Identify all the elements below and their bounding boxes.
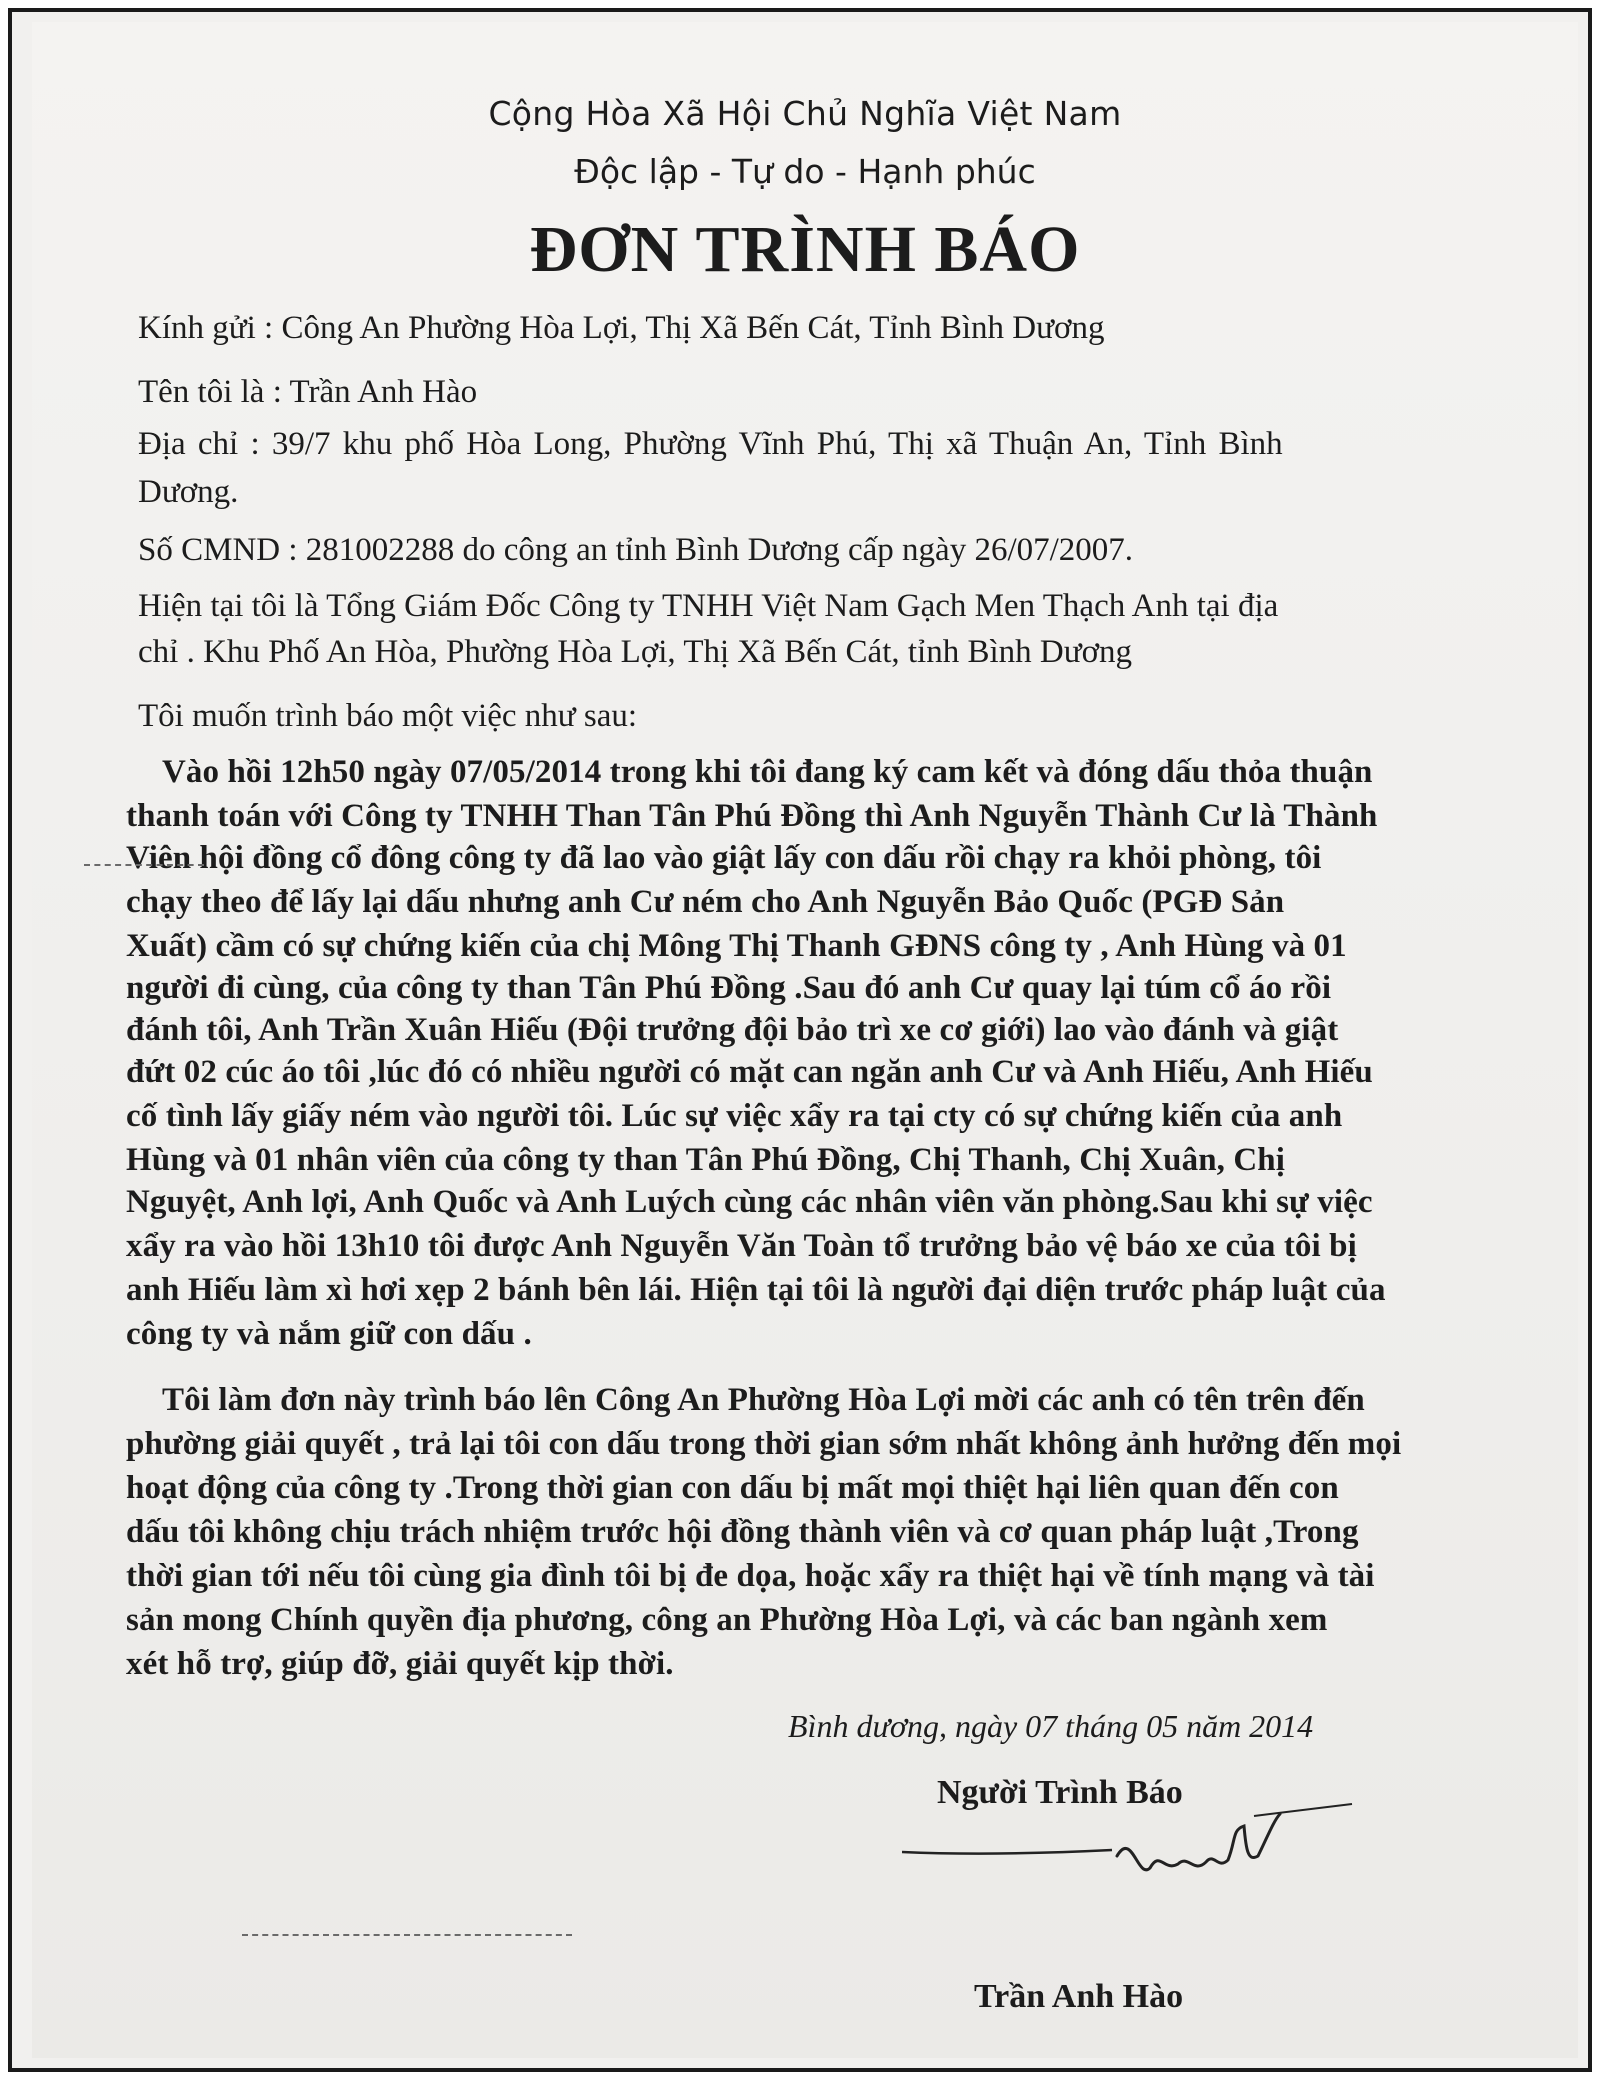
address-line-1: Địa chỉ : 39/7 khu phố Hòa Long, Phường Vĩnh Phú, Thị xã Thuận An, Tỉnh Bình <box>138 426 1283 462</box>
paragraph-1-line: cố tình lấy giấy ném vào người tôi. Lúc sự việc xẩy ra tại cty có sự chứng kiến của anh <box>126 1098 1343 1134</box>
paragraph-1-line: đánh tôi, Anh Trần Xuân Hiếu (Đội trưởng đội bảo trì xe cơ giới) lao vào đánh và giật <box>126 1012 1339 1048</box>
signer-name: Trần Anh Hào <box>974 1978 1184 2015</box>
reporter-name-line: Tên tôi là : Trần Anh Hào <box>138 374 478 410</box>
paragraph-1-line: xẩy ra vào hồi 13h10 tôi được Anh Nguyễn Văn Toàn tổ trưởng bảo vệ báo xe của tôi bị <box>126 1228 1357 1264</box>
paragraph-1-line: thanh toán với Công ty TNHH Than Tân Phú Đồng thì Anh Nguyễn Thành Cư là Thành <box>126 798 1378 834</box>
paragraph-1-line: chạy theo để lấy lại dấu nhưng anh Cư ném cho Anh Nguyễn Bảo Quốc (PGĐ Sản <box>126 884 1285 920</box>
position-line-2: chỉ . Khu Phố An Hòa, Phường Hòa Lợi, Thị Xã Bến Cát, tỉnh Bình Dương <box>138 634 1133 670</box>
paragraph-1-line: người đi cùng, của công ty than Tân Phú Đồng .Sau đó anh Cư quay lại túm cổ áo rồi <box>126 970 1332 1006</box>
paragraph-2-line: Tôi làm đơn này trình báo lên Công An Phường Hòa Lợi mời các anh có tên trên đến <box>162 1382 1365 1418</box>
reporter-label: Người Trình Báo <box>937 1774 1183 1811</box>
paragraph-1-line: đứt 02 cúc áo tôi ,lúc đó có nhiều người có mặt can ngăn anh Cư và Anh Hiếu, Anh Hiếu <box>126 1054 1373 1090</box>
paragraph-1-line: Nguyệt, Anh lợi, Anh Quốc và Anh Luých cùng các nhân viên văn phòng.Sau khi sự việc <box>126 1184 1373 1220</box>
paragraph-2-line: sản mong Chính quyền địa phương, công an Phường Hòa Lợi, và các ban ngành xem <box>126 1602 1328 1638</box>
dashed-signature-line <box>242 1934 572 1936</box>
handwritten-signature <box>902 1790 1372 1910</box>
document-title: ĐƠN TRÌNH BÁO <box>529 213 1081 286</box>
national-motto: Độc lập - Tự do - Hạnh phúc <box>574 152 1036 191</box>
paragraph-2-line: dấu tôi không chịu trách nhiệm trước hội đồng thành viên và cơ quan pháp luật ,Trong <box>126 1514 1359 1550</box>
id-card-line: Số CMND : 281002288 do công an tỉnh Bình Dương cấp ngày 26/07/2007. <box>138 532 1134 568</box>
address-line-2: Dương. <box>138 474 239 510</box>
paper-sheet <box>32 22 1578 2058</box>
paragraph-2-line: phường giải quyết , trả lại tôi con dấu trong thời gian sớm nhất không ảnh hưởng đến mọi <box>126 1426 1402 1462</box>
place-date: Bình dương, ngày 07 tháng 05 năm 2014 <box>788 1708 1314 1744</box>
position-line-1: Hiện tại tôi là Tổng Giám Đốc Công ty TNHH Việt Nam Gạch Men Thạch Anh tại địa <box>138 588 1279 624</box>
intro-line: Tôi muốn trình báo một việc như sau: <box>138 698 638 734</box>
paragraph-1-line: Vào hồi 12h50 ngày 07/05/2014 trong khi tôi đang ký cam kết và đóng dấu thỏa thuận <box>162 754 1373 790</box>
document-frame <box>8 8 1592 2072</box>
paragraph-1-line: công ty và nắm giữ con dấu . <box>126 1316 532 1352</box>
paragraph-1-line: Hùng và 01 nhân viên của công ty than Tân Phú Đồng, Chị Thanh, Chị Xuân, Chị <box>126 1142 1286 1178</box>
paragraph-1-line: Xuất) cầm có sự chứng kiến của chị Mông Thị Thanh GĐNS công ty , Anh Hùng và 01 <box>126 928 1347 964</box>
national-title: Cộng Hòa Xã Hội Chủ Nghĩa Việt Nam <box>488 94 1122 133</box>
paragraph-1-line: Viên hội đồng cổ đông công ty đã lao vào giật lấy con dấu rồi chạy ra khỏi phòng, tôi <box>126 840 1322 876</box>
paragraph-1-line: anh Hiếu làm xì hơi xẹp 2 bánh bên lái. Hiện tại tôi là người đại diện trước pháp luật của <box>126 1272 1386 1308</box>
paragraph-2-line: hoạt động của công ty .Trong thời gian con dấu bị mất mọi thiệt hại liên quan đến con <box>126 1470 1339 1506</box>
paragraph-2-line: thời gian tới nếu tôi cùng gia đình tôi bị đe dọa, hoặc xẩy ra thiệt hại về tính mạng và tài <box>126 1558 1375 1594</box>
recipient-line: Kính gửi : Công An Phường Hòa Lợi, Thị Xã Bến Cát, Tỉnh Bình Dương <box>138 310 1105 346</box>
paragraph-2-line: xét hỗ trợ, giúp đỡ, giải quyết kịp thời. <box>126 1646 674 1682</box>
dashed-margin-line <box>84 864 204 866</box>
